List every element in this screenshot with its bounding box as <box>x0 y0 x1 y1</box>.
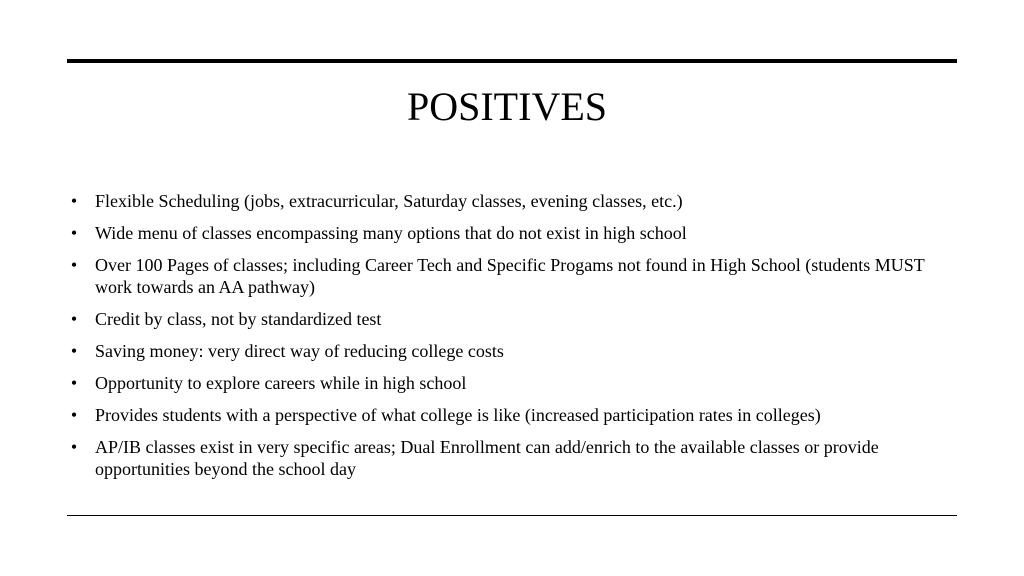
bullet-text: Saving money: very direct way of reducing college costs <box>95 341 504 361</box>
bullet-item <box>67 308 947 330</box>
bullet-icon: • <box>70 437 78 457</box>
bullet-item <box>67 340 947 362</box>
bullet-item <box>67 372 947 394</box>
bullet-icon: • <box>70 341 78 361</box>
bullet-icon: • <box>70 405 78 425</box>
bullet-list <box>67 190 947 490</box>
bullet-icon: • <box>70 223 78 243</box>
bullet-icon: • <box>70 309 78 329</box>
bullet-icon: • <box>70 373 78 393</box>
bullet-text: Flexible Scheduling (jobs, extracurricular, Saturday classes, evening classes, etc.) <box>95 191 683 211</box>
bullet-text: AP/IB classes exist in very specific areas; Dual Enrollment can add/enrich to the available classes or provide opportunities beyond the school day <box>95 437 879 479</box>
bullet-item <box>67 190 947 212</box>
bullet-text: Provides students with a perspective of what college is like (increased participation rates in colleges) <box>95 405 821 425</box>
top-divider <box>67 59 957 63</box>
bullet-text: Opportunity to explore careers while in high school <box>95 373 467 393</box>
bullet-item <box>67 404 947 426</box>
bottom-divider <box>67 515 957 516</box>
bullet-item <box>67 222 947 244</box>
bullet-icon: • <box>70 255 78 275</box>
bullet-text: Credit by class, not by standardized test <box>95 309 382 329</box>
bullet-text: Over 100 Pages of classes; including Career Tech and Specific Progams not found in High School (students MUST work towards an AA pathway) <box>95 255 925 297</box>
bullet-text: Wide menu of classes encompassing many options that do not exist in high school <box>95 223 687 243</box>
bullet-icon: • <box>70 191 78 211</box>
slide-title: POSITIVES <box>406 84 608 129</box>
bullet-item <box>67 436 947 480</box>
bullet-item <box>67 254 947 298</box>
